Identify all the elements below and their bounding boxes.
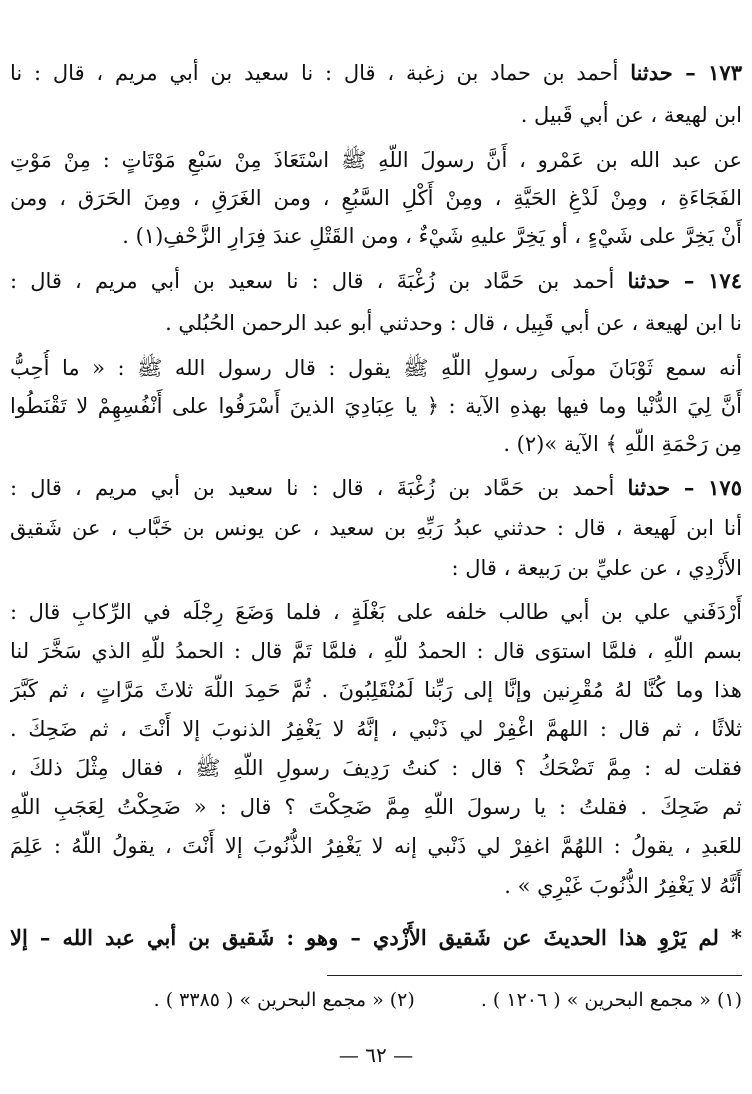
page-number: — ٦٢ —	[338, 1043, 414, 1067]
text-line: بسم اللّهِ ، فلمَّا استوَى قال : الحمدُ للّهِ ، فلمَّا تَمَّ قال : الحمدُ للّهِ الذي سَخَّرَ لنا	[10, 639, 742, 663]
text-line: * لم يَرْوِ هذا الحديثَ عن شَقيق الأَزْدي – وهو : شَقيق بن أبي عبد الله – إلا	[10, 925, 742, 950]
text-line: أَنْ يَخِرَّ على شَيْءٍ ، أو يَخِرَّ عليهِ شَيْءٌ ، ومن القَتْلِ عندَ فِرَارِ الزَّحْفِ(١) .	[122, 224, 742, 248]
text-line: عن عبد الله بن عَمْرو ، أَنَّ رسولَ اللّهِ ﷺ اسْتَعَاذَ مِنْ سَبْعِ مَوْتَاتٍ : مِنْ مَوْتِ	[10, 148, 742, 172]
footnote-1: (١) « مجمع البحرين » ( ١٢٠٦ ) .	[480, 989, 742, 1011]
text-line: أنه سمع ثَوْبَانَ مولَى رسولِ اللّهِ ﷺ يقول : قال رسول الله ﷺ : « ما أُحِبُّ	[10, 356, 742, 380]
text-line: الأَزْدِي ، عن عليِّ بن رَبيعة ، قال :	[451, 556, 742, 580]
text-line: ثلاثًا ، ثم قال : اللهمَّ اغْفِرْ لي ذَنْبي ، إنَّهُ لا يَغْفِرُ الذنوبَ إلا أَنْتَ ، ثم ضَحِكَ .	[10, 717, 742, 741]
text-line: ١٧٤ – حدثنا أحمد بن حَمَّاد بن زُغْبَةَ ، قال : نا سعيد بن أبي مريم ، قال :	[10, 268, 742, 293]
text-line: ١٧٥ – حدثنا أحمد بن حَمَّاد بن زُغْبَةَ ، قال : نا سعيد بن أبي مريم ، قال :	[10, 475, 742, 500]
text-line: أَرْدَفَني علي بن أبي طالب خلفه على بَغْلَةٍ ، فلما وَضَعَ رِجْلَه في الرِّكابِ قال :	[10, 600, 742, 624]
hadith-heading: ١٧٥ – حدثنا	[627, 475, 742, 500]
text-line: أَنَّهُ لا يَغْفِرُ الذُّنُوبَ غَيْرِي » .	[504, 874, 742, 898]
text-line: نا ابن لهيعة ، عن أبي قَبِيل ، قال : وحدثني أبو عبد الرحمن الحُبُلي .	[165, 311, 742, 335]
footnote-2: (٢) « مجمع البحرين » ( ٣٣٨٥ ) .	[153, 989, 415, 1011]
text-line: مِن رَحْمَةِ اللّهِ ﴾ الآية »(٢) .	[503, 432, 742, 456]
footnote-separator	[327, 975, 742, 976]
hadith-heading: ١٧٣ – حدثنا	[630, 60, 742, 85]
text-line: أَنَّ لِيَ الدُّنْيا وما فيها بهذهِ الآية : ﴿ يا عِبَادِيَ الذينَ أَسْرَفُوا على أَنْفُسِهِمْ لا تَقْنَطُوا	[10, 394, 742, 418]
text-line: أنا ابن لَهيعة ، قال : حدثني عبدُ رَبِّهِ بن سعيد ، عن يونس بن خَبَّاب ، عن شَقيق	[10, 516, 742, 540]
text-line: ١٧٣ – حدثنا أحمد بن حماد بن زغبة ، قال : نا سعيد بن أبي مريم ، قال : نا	[10, 60, 742, 85]
text-line: فقلت له : مِمَّ تَضْحَكُ ؟ قال : كنتُ رَدِيفَ رسولِ اللّهِ ﷺ ، فقال مِثْلَ ذلكَ ،	[10, 756, 742, 780]
footnotes	[10, 982, 742, 1018]
text-line: ابن لهيعة ، عن أبي قَبيل .	[520, 103, 742, 127]
text-line: ثم ضَحِكَ . فقلتُ : يا رسولَ اللّهِ مِمَّ ضَحِكْتَ ؟ قال : « ضَحِكْتُ لِعَجَبِ اللّهِ	[10, 795, 742, 819]
hadith-heading: ١٧٤ – حدثنا	[627, 268, 742, 293]
text-line: للعَبدِ ، يقولُ : اللهُمَّ اغفِرْ لي ذَنْبي إنه لا يَغْفِرُ الذُّنُوبَ إلا أَنْتَ ، يقولُ اللّهُ : عَلِمَ	[10, 834, 742, 858]
text-line: هذا وما كُنَّا لهُ مُقْرِنين وإنَّا إلى رَبِّنا لَمُنْقَلِبُونَ . ثُمَّ حَمِدَ اللّهَ ثلاثَ مَرَّاتٍ ، ثم كَبَّرَ	[10, 678, 742, 702]
text-line: الفَجَاءَةِ ، ومِنْ لَدْغِ الحَيَّةِ ، ومِنْ أَكْلِ السَّبُعِ ، ومن الغَرَقِ ، ومِنَ الحَرَق ، ومن	[10, 186, 742, 210]
